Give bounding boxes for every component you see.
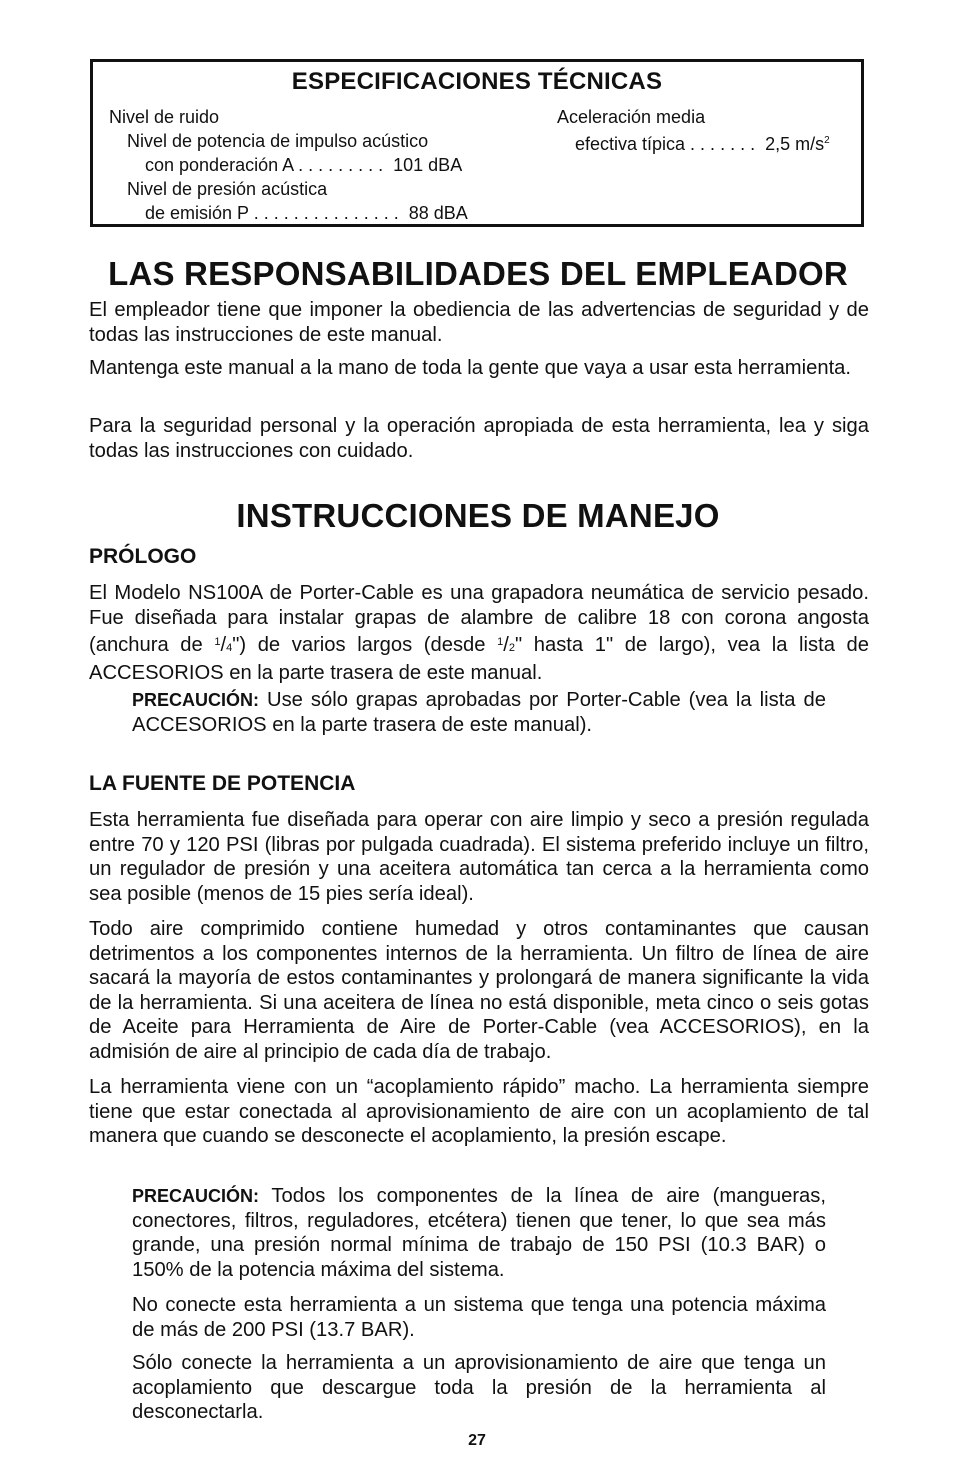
spec-sound-power: Nivel de potencia de impulso acústico [127, 131, 429, 151]
spec-noise-level: Nivel de ruido [109, 107, 220, 127]
power-caution: PRECAUCIÓN: Todos los componentes de la línea de aire (mangueras, conectores, filtros, reguladores, etcétera) tienen que tener, lo que sea más grande, una presión normal mínima de trabajo de 150 PSI (10.3 BAR) o 150% de la potencia máxima del sistema. [132, 1185, 826, 1281]
prologue-heading: PRÓLOGO [89, 545, 197, 568]
power-paragraph-3: La herramienta viene con un “acoplamiento rápido” macho. La herramienta siempre tiene que estar conectada al aprovisionamiento de aire con un acoplamiento de tal manera que cuando se desconecte el acoplamiento, la presión escape. [89, 1076, 869, 1147]
power-paragraph-4: No conecte esta herramienta a un sistema que tenga una potencia máxima de más de 200 PSI (13.7 BAR). [132, 1294, 826, 1341]
page-number: 27 [468, 1432, 486, 1449]
power-paragraph-1: Esta herramienta fue diseñada para operar con aire limpio y seco a presión regulada entre 70 y 120 PSI (libras por pulgada cuadrada). El sistema preferido incluye un filtro, un regulador de presión y una aceitera automática tan cerca a la herramienta como sea posible (menos de 15 pies sería ideal). [89, 809, 869, 905]
caution-label: PRECAUCIÓN: [132, 690, 260, 710]
spec-sound-power-value: con ponderación A . . . . . . . . . 101 dBA [145, 155, 463, 175]
spec-acceleration-value: efectiva típica . . . . . . . 2,5 $m/s^2$ [575, 134, 830, 154]
specifications-box [90, 59, 864, 227]
employer-paragraph-2: Mantenga este manual a la mano de toda la gente que vaya a usar esta herramienta. [89, 357, 852, 379]
spec-acceleration: Aceleración media [557, 107, 706, 127]
specifications-title: ESPECIFICACIONES TÉCNICAS [291, 68, 663, 95]
employer-heading: LAS RESPONSABILIDADES DEL EMPLEADOR [108, 255, 848, 292]
spec-sound-pressure: Nivel de presión acústica [127, 179, 328, 199]
caution-label: PRECAUCIÓN: [132, 1186, 260, 1206]
employer-paragraph-1: El empleador tiene que imponer la obediencia de las advertencias de seguridad y de todas las instrucciones de este manual. [89, 299, 869, 346]
power-source-heading: LA FUENTE DE POTENCIA [89, 772, 356, 795]
prologue-caution: PRECAUCIÓN: Use sólo grapas aprobadas por Porter-Cable (vea la lista de ACCESORIOS en la parte trasera de este manual). [132, 689, 826, 736]
power-paragraph-5: Sólo conecte la herramienta a un aprovisionamiento de aire que tenga un acoplamiento que descargue toda la presión de la herramienta al desconectarla. [132, 1352, 826, 1423]
employer-paragraph-3: Para la seguridad personal y la operación apropiada de esta herramienta, lea y siga todas las instrucciones con cuidado. [89, 415, 869, 462]
operating-heading: INSTRUCCIONES DE MANEJO [236, 497, 720, 534]
spec-sound-pressure-value: de emisión P . . . . . . . . . . . . . . . 88 dBA [145, 203, 468, 223]
power-paragraph-2: Todo aire comprimido contiene humedad y otros contaminantes que causan detrimentos a los componentes internos de la herramienta. Un filtro de línea de aire sacará la mayoría de estos contaminantes y prolongará de manera significante la vida de la herramienta. Si una aceitera de línea no está disponible, meta cinco o seis gotas de Aceite para Herramienta de Aire de Porter-Cable (vea ACCESORIOS), en la admisión de aire al principio de cada día de trabajo. [89, 918, 869, 1063]
prologue-paragraph: El Modelo NS100A de Porter-Cable es una grapadora neumática de servicio pesado. Fue diseñada para instalar grapas de alambre de calibre 18 con corona angosta (anchura de $^1$/4") de varios largos (desde $^1$/2" hasta 1" de largo), vea la lista de ACCESORIOS en la parte trasera de este manual. [89, 582, 869, 684]
